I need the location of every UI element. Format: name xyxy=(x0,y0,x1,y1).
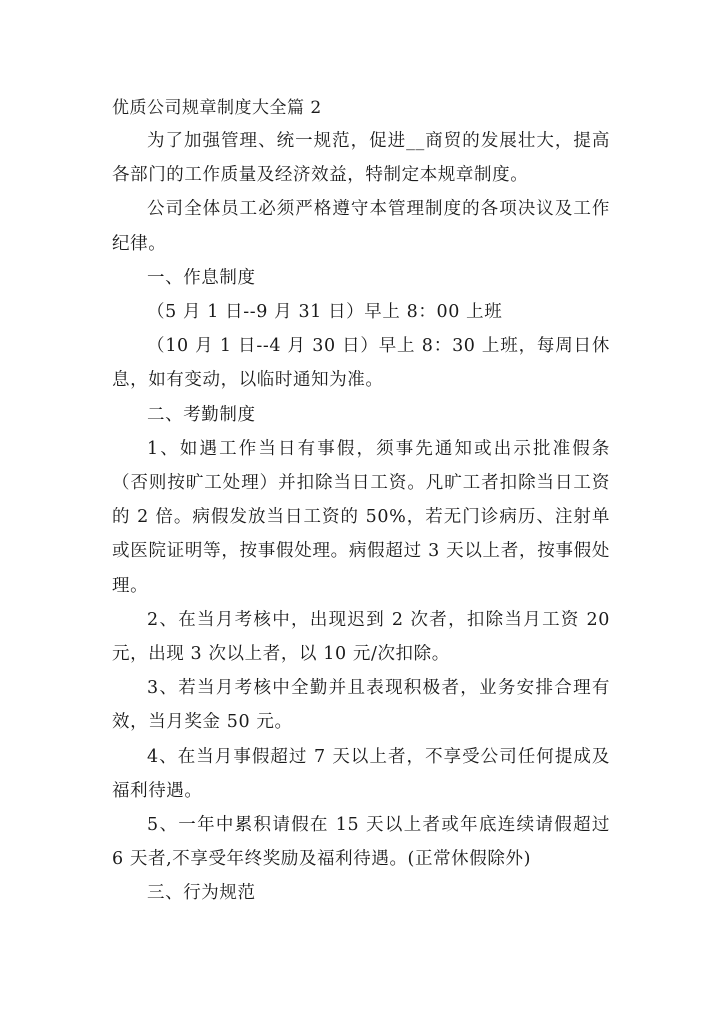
list-item: 2、在当月考核中，出现迟到 2 次者，扣除当月工资 20 元，出现 3 次以上者，以 10 元/次扣除。 xyxy=(112,609,610,665)
list-item: 1、如遇工作当日有事假，须事先通知或出示批准假条（否则按旷工处理）并扣除当日工资。凡旷工者扣除当日工资的 2 倍。病假发放当日工资的 50%，若无门诊病历、注射单或医院证明等，按事假处理。病假超过 3 天以上者，按事假处理。 xyxy=(112,438,610,596)
document-title: 优质公司规章制度大全篇 2 xyxy=(112,98,322,118)
schedule-line: （10 月 1 日--4 月 30 日）早上 8：30 上班，每周日休息，如有变动，以临时通知为准。 xyxy=(112,336,610,391)
list-item: 4、在当月事假超过 7 天以上者，不享受公司任何提成及福利待遇。 xyxy=(112,746,610,801)
document-page xyxy=(112,94,610,911)
schedule-line: （5 月 1 日--9 月 31 日）早上 8：00 上班 xyxy=(147,302,503,323)
section-heading: 一、作息制度 xyxy=(147,267,256,288)
intro-paragraph: 公司全体员工必须严格遵守本管理制度的各项决议及工作纪律。 xyxy=(112,199,610,254)
section-heading: 三、行为规范 xyxy=(147,883,256,904)
intro-paragraph: 为了加强管理、统一规范，促进__商贸的发展壮大，提高各部门的工作质量及经济效益，特制定本规章制度。 xyxy=(112,131,610,186)
section-heading: 二、考勤制度 xyxy=(147,404,256,425)
list-item: 5、一年中累积请假在 15 天以上者或年底连续请假超过 6 天者,不享受年终奖励及福利待遇。(正常休假除外) xyxy=(112,815,610,870)
list-item: 3、若当月考核中全勤并且表现积极者，业务安排合理有效，当月奖金 50 元。 xyxy=(112,678,610,733)
